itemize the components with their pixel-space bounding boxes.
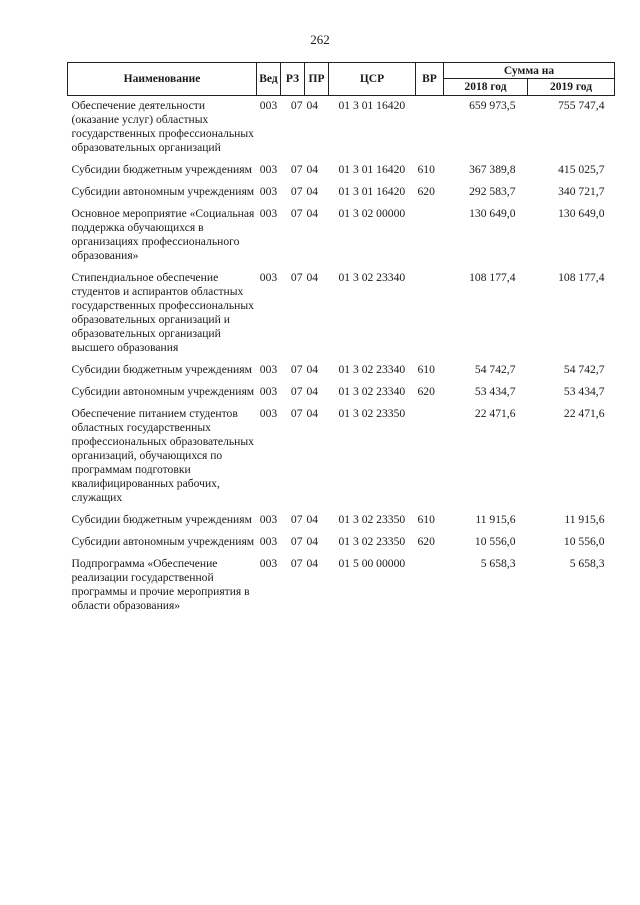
cell-vr: 610 [417,513,435,526]
cell-pr: 04 [306,99,319,112]
cell-rz: 07 [290,207,303,220]
table-row [68,553,615,617]
cell-csr: 01 5 00 00000 [338,557,406,570]
cell-rz: 07 [290,363,303,376]
cell-csr: 01 3 01 16420 [338,163,406,176]
cell-pr: 04 [306,163,319,176]
cell-2018: 53 434,7 [474,385,516,398]
table-row [68,203,615,267]
cell-2019: 22 471,6 [563,407,605,420]
table-row [68,181,615,203]
cell-rz: 07 [290,385,303,398]
cell-ved: 003 [259,163,278,176]
cell-name: Субсидии бюджетным учреждениям [71,513,252,526]
page-number: 262 [310,32,330,47]
cell-name: Основное мероприятие «Социальная поддержка обучающихся в организациях профессионального образования» [71,207,255,262]
cell-name: Субсидии автономным учреждениям [71,185,255,198]
cell-rz: 07 [290,99,303,112]
cell-2019: 130 649,0 [558,207,605,220]
cell-2018: 108 177,4 [469,271,516,284]
cell-ved: 003 [259,407,278,420]
budget-table [67,62,615,617]
cell-2019: 5 658,3 [569,557,605,570]
cell-name: Обеспечение деятельности (оказание услуг) областных государственных профессиональных образовательных организаций [71,99,254,154]
cell-pr: 04 [306,535,319,548]
cell-2018: 11 915,6 [475,513,516,526]
cell-2019: 340 721,7 [558,185,605,198]
cell-pr: 04 [306,557,319,570]
table-row [68,96,615,160]
cell-pr: 04 [306,207,319,220]
cell-rz: 07 [290,407,303,420]
cell-ved: 003 [259,363,278,376]
cell-rz: 07 [290,163,303,176]
cell-ved: 003 [259,207,278,220]
header-sum: Сумма на [444,63,615,79]
cell-name: Субсидии бюджетным учреждениям [71,363,252,376]
cell-name: Субсидии автономным учреждениям [71,385,255,398]
header-pr: ПР [305,63,329,96]
table-row [68,381,615,403]
cell-csr: 01 3 02 23350 [338,407,406,420]
cell-ved: 003 [259,557,278,570]
cell-pr: 04 [306,271,319,284]
cell-2018: 54 742,7 [474,363,516,376]
cell-2018: 22 471,6 [474,407,516,420]
cell-name: Обеспечение питанием студентов областных государственных профессиональных образовательных организаций, обучающихся по программам подготовки квалифицированных рабочих, служащих [71,407,254,504]
cell-name: Подпрограмма «Обеспечение реализации государственной программы и прочие мероприятия в области образования» [71,557,250,612]
header-year-2019: 2019 год [528,79,615,96]
header-year-2018: 2018 год [444,79,528,96]
cell-2019: 10 556,0 [563,535,605,548]
cell-2018: 10 556,0 [474,535,516,548]
cell-2019: 755 747,4 [558,99,605,112]
header-vr: ВР [416,63,444,96]
cell-rz: 07 [290,557,303,570]
cell-ved: 003 [259,185,278,198]
header-ved: Вед [257,63,281,96]
cell-2019: 54 742,7 [563,363,605,376]
cell-ved: 003 [259,385,278,398]
cell-ved: 003 [259,535,278,548]
cell-vr [416,403,444,509]
cell-vr: 610 [417,363,435,376]
table-row [68,159,615,181]
cell-vr [416,96,444,160]
cell-2019: 11 915,6 [564,513,605,526]
cell-vr: 620 [417,185,435,198]
cell-csr: 01 3 02 00000 [338,207,406,220]
cell-name: Стипендиальное обеспечение студентов и аспирантов областных государственных профессиональных образовательных организаций и образовательных организаций высшего образования [71,271,254,354]
cell-csr: 01 3 02 23340 [338,363,406,376]
cell-2018: 659 973,5 [469,99,516,112]
cell-rz: 07 [290,535,303,548]
header-csr: ЦСР [329,63,416,96]
cell-vr: 620 [417,385,435,398]
cell-csr: 01 3 01 16420 [338,185,406,198]
cell-2019: 53 434,7 [563,385,605,398]
cell-csr: 01 3 02 23350 [338,535,406,548]
cell-csr: 01 3 02 23350 [338,513,406,526]
cell-name: Субсидии бюджетным учреждениям [71,163,252,176]
cell-2018: 5 658,3 [480,557,516,570]
cell-pr: 04 [306,385,319,398]
cell-2018: 292 583,7 [469,185,516,198]
cell-name: Субсидии автономным учреждениям [71,535,255,548]
cell-pr: 04 [306,185,319,198]
cell-ved: 003 [259,99,278,112]
cell-2019: 415 025,7 [558,163,605,176]
header-rz: РЗ [281,63,305,96]
table-header [68,63,615,96]
cell-vr: 610 [417,163,435,176]
cell-csr: 01 3 02 23340 [338,385,406,398]
cell-rz: 07 [290,513,303,526]
cell-ved: 003 [259,513,278,526]
cell-pr: 04 [306,513,319,526]
cell-csr: 01 3 02 23340 [338,271,406,284]
cell-vr [416,553,444,617]
cell-pr: 04 [306,363,319,376]
cell-csr: 01 3 01 16420 [338,99,406,112]
table-row [68,531,615,553]
cell-pr: 04 [306,407,319,420]
cell-vr [416,267,444,359]
table-row [68,267,615,359]
table-row [68,359,615,381]
cell-rz: 07 [290,271,303,284]
table-row [68,403,615,509]
header-name: Наименование [68,63,257,96]
table-body [68,96,615,618]
cell-vr: 620 [417,535,435,548]
cell-vr [416,203,444,267]
cell-ved: 003 [259,271,278,284]
cell-2019: 108 177,4 [558,271,605,284]
cell-2018: 367 389,8 [469,163,516,176]
cell-rz: 07 [290,185,303,198]
table-row [68,509,615,531]
cell-2018: 130 649,0 [469,207,516,220]
